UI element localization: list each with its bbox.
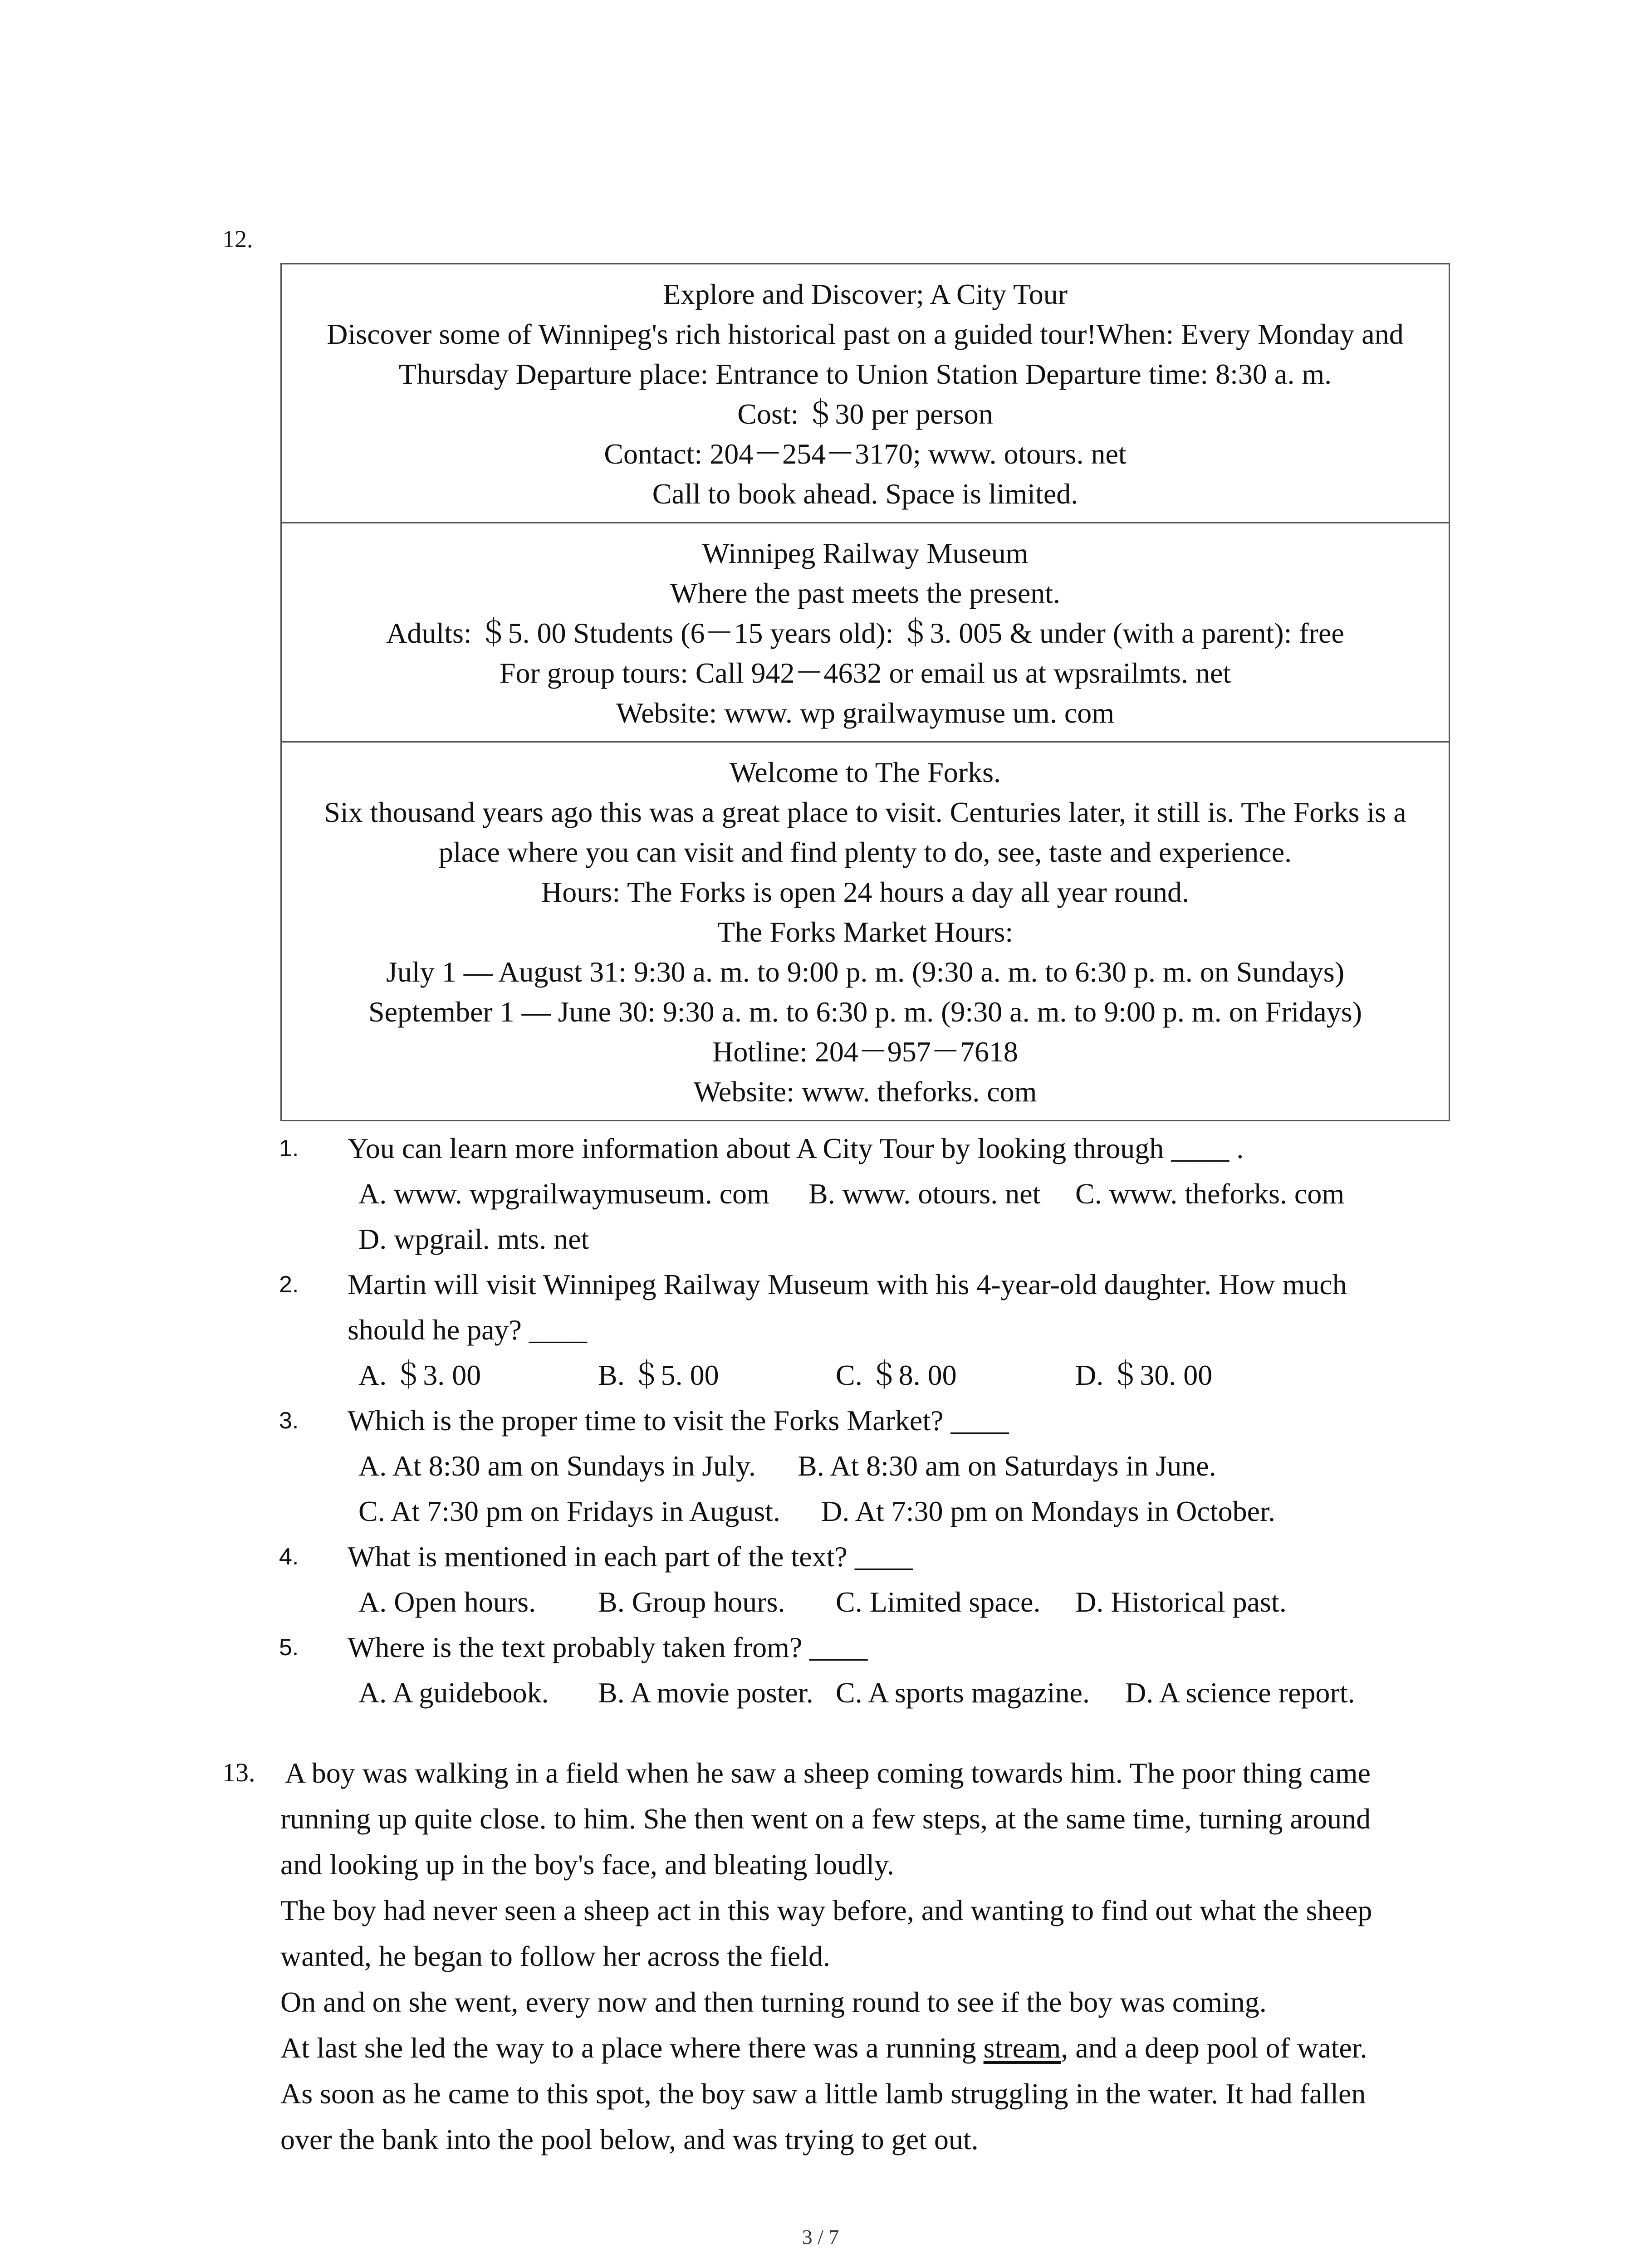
question-stem: Which is the proper time to visit the Forks Market? ____ (348, 1404, 1009, 1437)
option-b: B. A movie poster. (598, 1677, 813, 1709)
the-forks-title: Welcome to The Forks. (730, 756, 1001, 788)
underlined-word: stream (983, 2032, 1061, 2064)
city-tour-line: Discover some of Winnipeg's rich historical past on a guided tour!When: Every Monday and (327, 318, 1404, 350)
option-d: D. A science report. (1125, 1677, 1355, 1709)
question-index: 5. (279, 1634, 299, 1661)
option-b: B. www. otours. net (808, 1178, 1041, 1210)
passage-line (280, 2025, 1460, 2071)
option-c: C. ＄8. 00 (836, 1359, 957, 1391)
option-c: C. At 7:30 pm on Fridays in August. (358, 1495, 780, 1527)
passage-line: As soon as he came to this spot, the boy saw a little lamb struggling in the water. It had fallen (280, 2077, 1366, 2110)
option-a: A. Open hours. (358, 1586, 536, 1618)
question-13-number: 13. (222, 1758, 255, 1787)
question-index: 4. (279, 1544, 299, 1570)
city-tour-box (282, 264, 1449, 522)
the-forks-box (282, 741, 1449, 1120)
the-forks-summer-hours: July 1 — August 31: 9:30 a. m. to 9:00 p. m. (9:30 a. m. to 6:30 p. m. on Sundays) (386, 956, 1344, 988)
page-number: 3 / 7 (802, 2225, 839, 2248)
option-b: B. ＄5. 00 (598, 1359, 719, 1391)
passage-line: The boy had never seen a sheep act in this way before, and wanting to find out what the sheep (280, 1894, 1372, 1926)
city-tour-title: Explore and Discover; A City Tour (663, 278, 1068, 310)
passage-line: wanted, he began to follow her across the field. (280, 1940, 831, 1972)
the-forks-hotline: Hotline: 204－957－7618 (712, 1036, 1018, 1068)
question-13-passage (280, 1750, 1460, 2162)
the-forks-market-hours-title: The Forks Market Hours: (717, 916, 1014, 948)
question-index: 3. (279, 1408, 299, 1434)
option-d: D. ＄30. 00 (1075, 1359, 1213, 1391)
passage-text: , and a deep pool of water. (1061, 2032, 1367, 2064)
option-d: D. Historical past. (1075, 1586, 1287, 1618)
passage-line: running up quite close. to him. She then went on a few steps, at the same time, turning around (280, 1803, 1371, 1835)
passage-line: over the bank into the pool below, and was trying to get out. (280, 2123, 979, 2156)
railway-museum-slogan: Where the past meets the present. (670, 577, 1061, 609)
railway-museum-website: Website: www. wp grailwaymuse um. com (616, 697, 1115, 729)
question-12-number: 12. (222, 225, 253, 253)
option-a: A. www. wpgrailwaymuseum. com (358, 1178, 769, 1210)
question-stem: What is mentioned in each part of the text? ____ (348, 1540, 913, 1573)
question-stem: You can learn more information about A City Tour by looking through ____ . (348, 1132, 1244, 1164)
question-index: 2. (279, 1271, 299, 1298)
option-d: D. At 7:30 pm on Mondays in October. (821, 1495, 1275, 1527)
reading-table (280, 263, 1450, 1121)
option-a: A. At 8:30 am on Sundays in July. (358, 1450, 756, 1482)
option-c: C. A sports magazine. (836, 1677, 1090, 1709)
the-forks-winter-hours: September 1 — June 30: 9:30 a. m. to 6:30 p. m. (9:30 a. m. to 9:00 p. m. on Fridays) (368, 996, 1362, 1028)
the-forks-website: Website: www. theforks. com (693, 1075, 1037, 1108)
option-a: A. ＄3. 00 (358, 1359, 481, 1391)
city-tour-note: Call to book ahead. Space is limited. (652, 478, 1078, 510)
passage-text: At last she led the way to a place where there was a running (280, 2032, 984, 2064)
the-forks-line: place where you can visit and find plenty to do, see, taste and experience. (438, 836, 1292, 868)
city-tour-line: Thursday Departure place: Entrance to Union Station Departure time: 8:30 a. m. (398, 358, 1332, 390)
passage-line: On and on she went, every now and then turning round to see if the boy was coming. (280, 1986, 1267, 2018)
question-stem: should he pay? ____ (348, 1314, 587, 1346)
railway-museum-title: Winnipeg Railway Museum (702, 537, 1029, 569)
question-stem: Martin will visit Winnipeg Railway Museum with his 4-year-old daughter. How much (348, 1268, 1347, 1300)
question-index: 1. (279, 1135, 299, 1162)
railway-museum-prices: Adults: ＄5. 00 Students (6－15 years old): ＄3. 005 & under (with a parent): free (386, 617, 1344, 649)
railway-museum-box (282, 522, 1449, 741)
city-tour-cost: Cost: ＄30 per person (737, 398, 993, 430)
city-tour-contact: Contact: 204－254－3170; www. otours. net (604, 438, 1127, 470)
option-b: B. At 8:30 am on Saturdays in June. (798, 1450, 1216, 1482)
the-forks-line: Six thousand years ago this was a great place to visit. Centuries later, it still is. The Forks is a (324, 796, 1406, 828)
question-stem: Where is the text probably taken from? ____ (348, 1631, 868, 1663)
the-forks-hours: Hours: The Forks is open 24 hours a day all year round. (541, 876, 1189, 908)
option-d: D. wpgrail. mts. net (358, 1223, 589, 1255)
option-a: A. A guidebook. (358, 1677, 549, 1709)
option-c: C. Limited space. (836, 1586, 1041, 1618)
passage-line: and looking up in the boy's face, and bleating loudly. (280, 1848, 894, 1881)
option-b: B. Group hours. (598, 1586, 785, 1618)
passage-line: A boy was walking in a field when he saw a sheep coming towards him. The poor thing came (285, 1757, 1371, 1789)
option-c: C. www. theforks. com (1075, 1178, 1345, 1210)
railway-museum-group-tours: For group tours: Call 942－4632 or email us at wpsrailmts. net (499, 657, 1231, 689)
